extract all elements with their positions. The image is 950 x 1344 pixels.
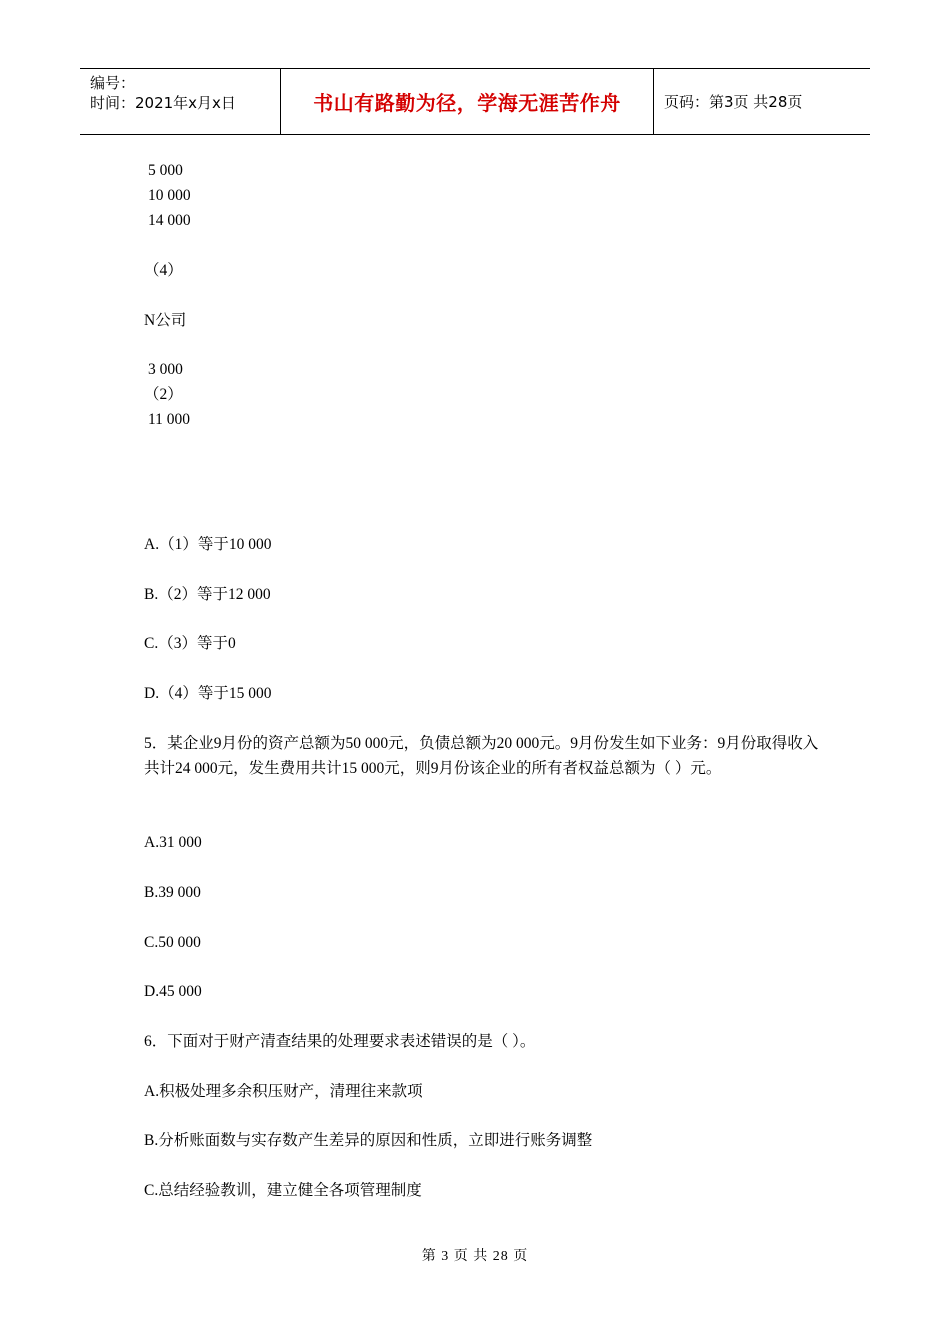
table-value-line: 14 000: [148, 212, 191, 229]
header-motto: 书山有路勤为径，学海无涯苦作舟: [281, 69, 654, 134]
table-value-line: 11 000: [148, 411, 191, 428]
q4-option-c: C.（3）等于0: [144, 635, 236, 652]
header-page-info: 页码：第3页 共28页: [664, 93, 803, 111]
q5-option-c: C.50 000: [144, 934, 201, 951]
q5-option-d: D.45 000: [144, 983, 202, 1000]
page-header: [80, 68, 870, 135]
q4-option-a: A.（1）等于10 000: [144, 536, 272, 553]
q6-option-b: B.分析账面数与实存数产生差异的原因和性质，立即进行账务调整: [144, 1132, 593, 1149]
table-marker: （2）: [144, 386, 183, 403]
table-value-line: 5 000: [148, 162, 183, 179]
header-meta: [80, 69, 281, 134]
q6-option-a: A.积极处理多余积压财产，清理往来款项: [144, 1083, 423, 1100]
q4-option-b: B.（2）等于12 000: [144, 586, 271, 603]
q5-stem: 5．某企业9月份的资产总额为50 000元，负债总额为20 000元。9月份发生如下业务：9月份取得收入共计24 000元，发生费用共计15 000元，则9月份该企业的所有者权益总额为（ ）元。: [144, 735, 819, 777]
time-label: 时间：2021年x月x日: [90, 94, 236, 112]
q5-option-a: A.31 000: [144, 834, 202, 851]
table-value-line: 10 000: [148, 187, 191, 204]
q6-option-c: C.总结经验教训，建立健全各项管理制度: [144, 1182, 422, 1199]
serial-number-label: 编号：: [90, 74, 136, 92]
table-marker: （4）: [144, 262, 183, 279]
company-label: N公司: [144, 312, 187, 329]
table-value-line: 3 000: [148, 361, 183, 378]
q5-option-b: B.39 000: [144, 884, 201, 901]
q4-option-d: D.（4）等于15 000: [144, 685, 272, 702]
q6-stem: 6．下面对于财产清查结果的处理要求表述错误的是（ ）。: [144, 1033, 536, 1050]
page-footer: 第 3 页 共 28 页: [421, 1249, 529, 1264]
